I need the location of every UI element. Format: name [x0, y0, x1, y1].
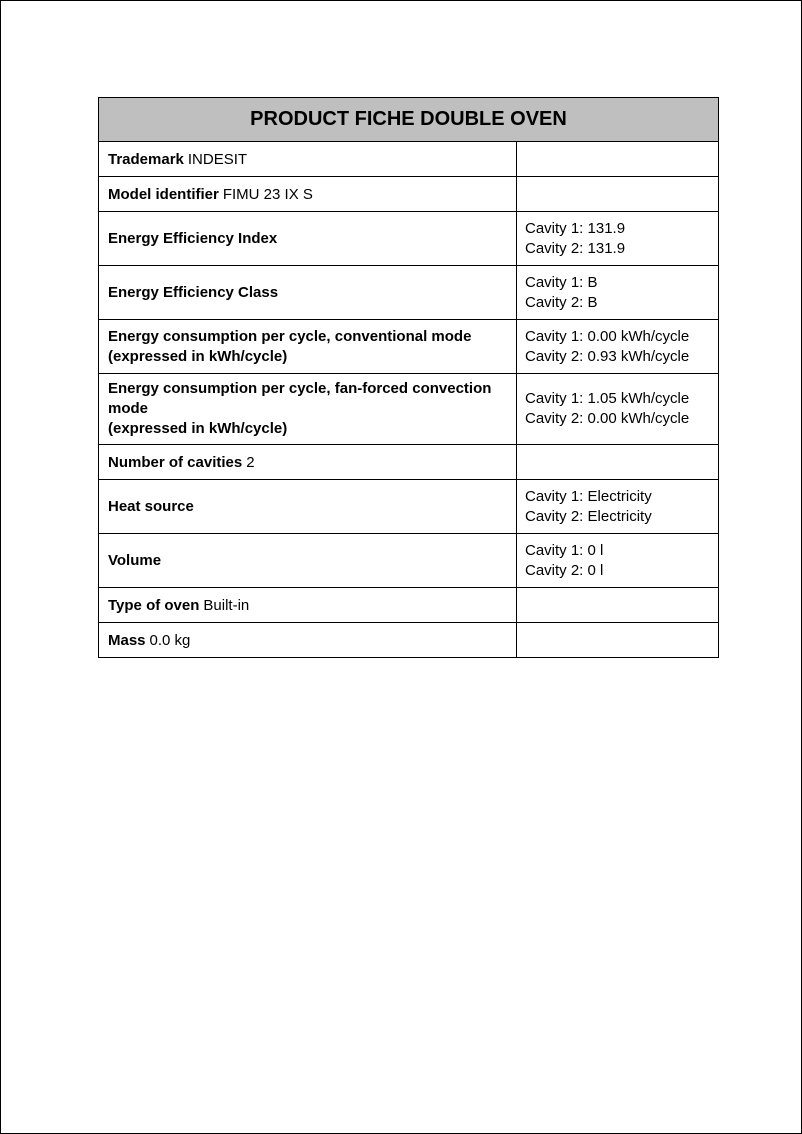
page-title: PRODUCT FICHE DOUBLE OVEN [99, 98, 719, 142]
energy-fan-forced-values [517, 374, 719, 445]
empty-cell [517, 588, 719, 623]
trademark-value: INDESIT [187, 150, 248, 168]
row-energy-conventional [99, 320, 719, 374]
row-energy-fan-forced [99, 374, 719, 445]
energy-efficiency-class-values [517, 266, 719, 320]
model-identifier-label: Model identifier [108, 185, 219, 203]
type-of-oven-label: Type of oven [108, 596, 200, 614]
mass-cell [99, 623, 517, 658]
product-fiche-table [98, 97, 719, 658]
empty-cell [517, 177, 719, 212]
empty-cell [517, 142, 719, 177]
energy-conventional-cell [99, 320, 517, 374]
cavity1-value: Cavity 1: B [525, 273, 598, 291]
energy-fan-forced-cell [99, 374, 517, 445]
number-of-cavities-cell [99, 445, 517, 480]
heat-source-label: Heat source [108, 498, 194, 515]
volume-cell [99, 534, 517, 588]
empty-cell [517, 445, 719, 480]
energy-efficiency-class-label: Energy Efficiency Class [108, 284, 279, 301]
row-volume [99, 534, 719, 588]
table-header-row [99, 98, 719, 142]
mass-value: 0.0 kg [149, 631, 191, 649]
type-of-oven-value: Built-in [203, 596, 250, 614]
cavity1-value: Cavity 1: 0.00 kWh/cycle [525, 327, 690, 345]
cavity1-value: Cavity 1: 0 l [525, 541, 604, 559]
row-number-of-cavities [99, 445, 719, 480]
type-of-oven-cell [99, 588, 517, 623]
cavity2-value: Cavity 2: Electricity [525, 507, 652, 525]
energy-conventional-sublabel: (expressed in kWh/cycle) [108, 347, 288, 365]
trademark-cell [99, 142, 517, 177]
cavity1-value: Cavity 1: 1.05 kWh/cycle [525, 390, 690, 407]
mass-label: Mass [108, 631, 146, 649]
row-mass [99, 623, 719, 658]
row-heat-source [99, 480, 719, 534]
energy-conventional-label: Energy consumption per cycle, conventional mode [108, 327, 472, 345]
energy-efficiency-class-cell [99, 266, 517, 320]
energy-conventional-values [517, 320, 719, 374]
volume-values [517, 534, 719, 588]
trademark-label: Trademark [108, 150, 184, 168]
row-energy-efficiency-index [99, 212, 719, 266]
cavity2-value: Cavity 2: 0.00 kWh/cycle [525, 410, 690, 427]
row-energy-efficiency-class [99, 266, 719, 320]
row-trademark [99, 142, 719, 177]
cavity2-value: Cavity 2: 0 l [525, 561, 604, 579]
row-model-identifier [99, 177, 719, 212]
heat-source-values [517, 480, 719, 534]
number-of-cavities-value: 2 [246, 453, 255, 471]
cavity2-value: Cavity 2: B [525, 293, 598, 311]
volume-label: Volume [108, 552, 162, 569]
cavity2-value: Cavity 2: 131.9 [525, 239, 626, 257]
empty-cell [517, 623, 719, 658]
energy-efficiency-index-cell [99, 212, 517, 266]
model-identifier-value: FIMU 23 IX S [222, 185, 313, 203]
heat-source-cell [99, 480, 517, 534]
number-of-cavities-label: Number of cavities [108, 453, 243, 471]
cavity1-value: Cavity 1: Electricity [525, 487, 652, 505]
energy-fan-forced-label: Energy consumption per cycle, fan-forced convection mode [108, 380, 492, 417]
energy-efficiency-index-values [517, 212, 719, 266]
energy-fan-forced-sublabel: (expressed in kWh/cycle) [108, 420, 288, 437]
model-identifier-cell [99, 177, 517, 212]
row-type-of-oven [99, 588, 719, 623]
cavity1-value: Cavity 1: 131.9 [525, 219, 626, 237]
energy-efficiency-index-label: Energy Efficiency Index [108, 230, 278, 247]
cavity2-value: Cavity 2: 0.93 kWh/cycle [525, 347, 690, 365]
